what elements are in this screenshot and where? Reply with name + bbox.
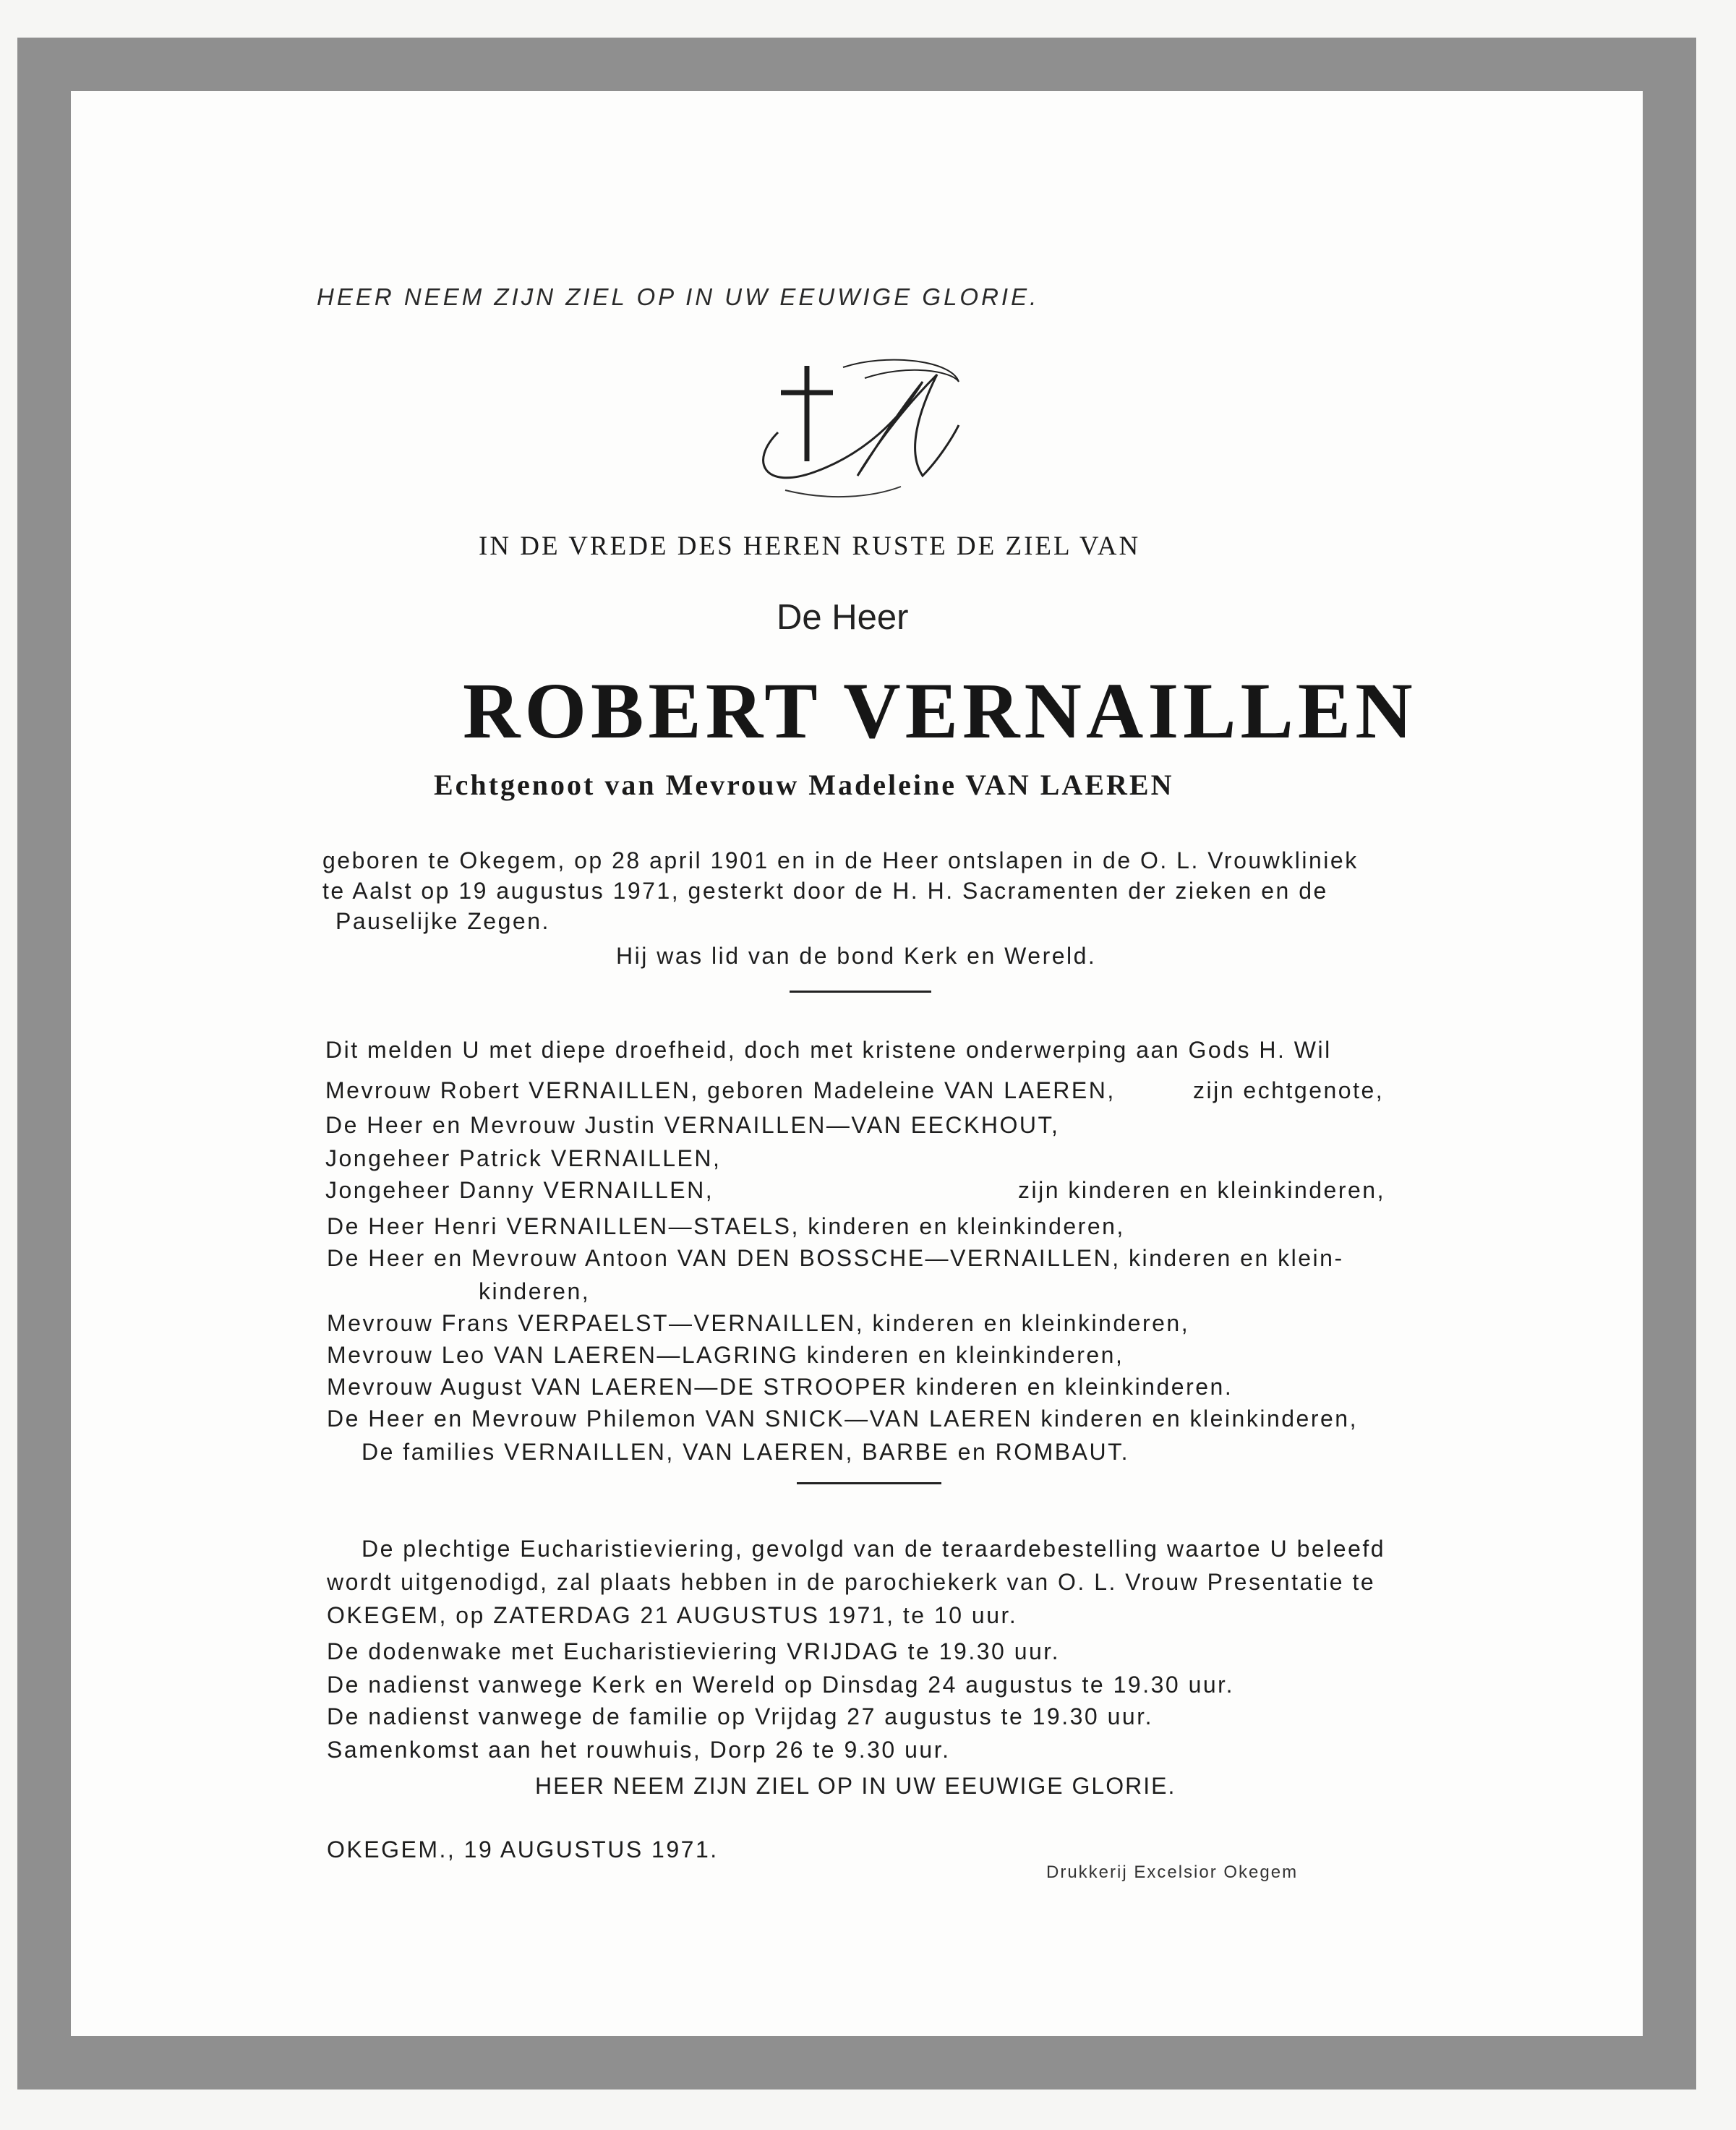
- mourner-line: Mevrouw Robert VERNAILLEN, geboren Madeleine VAN LAEREN,: [325, 1077, 1116, 1103]
- mourner-line: Jongeheer Danny VERNAILLEN,: [325, 1177, 714, 1203]
- mourner-line: De families VERNAILLEN, VAN LAEREN, BARBE en ROMBAUT.: [362, 1439, 1129, 1465]
- ceremony-line: De dodenwake met Eucharistieviering VRIJDAG te 19.30 uur.: [327, 1638, 1061, 1664]
- printer-credit: Drukkerij Excelsior Okegem: [1046, 1862, 1299, 1882]
- mourner-line: kinderen,: [479, 1278, 591, 1304]
- place-date: OKEGEM., 19 AUGUSTUS 1971.: [327, 1836, 719, 1862]
- ceremony-line: Samenkomst aan het rouwhuis, Dorp 26 te 9.30 uur.: [327, 1737, 951, 1763]
- honorific: De Heer: [777, 598, 909, 637]
- deceased-name: ROBERT VERNAILLEN: [463, 667, 1417, 755]
- announcement-line: Dit melden U met diepe droefheid, doch met kristene onderwerping aan Gods H. Wil: [325, 1037, 1332, 1063]
- biography-line: Pauselijke Zegen.: [335, 908, 550, 934]
- top-motto: HEER NEEM ZIJN ZIEL OP IN UW EEUWIGE GLORIE.: [317, 283, 1040, 310]
- divider: [790, 991, 931, 993]
- ceremony-line: De plechtige Eucharistieviering, gevolgd van de teraardebestelling waartoe U beleefd: [362, 1536, 1386, 1562]
- divider: [797, 1482, 941, 1484]
- mourner-line: De Heer en Mevrouw Philemon VAN SNICK—VAN LAEREN kinderen en kleinkinderen,: [327, 1406, 1358, 1432]
- opening-line: IN DE VREDE DES HEREN RUSTE DE ZIEL VAN: [479, 531, 1141, 561]
- biography-line: Hij was lid van de bond Kerk en Wereld.: [616, 943, 1097, 969]
- ceremony-line: OKEGEM, op ZATERDAG 21 AUGUSTUS 1971, te 10 uur.: [327, 1602, 1018, 1628]
- ceremony-line: De nadienst vanwege Kerk en Wereld op Dinsdag 24 augustus te 19.30 uur.: [327, 1672, 1234, 1698]
- mourner-line: De Heer en Mevrouw Justin VERNAILLEN—VAN EECKHOUT,: [325, 1112, 1060, 1138]
- biography-line: geboren te Okegem, op 28 april 1901 en in de Heer ontslapen in de O. L. Vrouwkliniek: [322, 847, 1359, 873]
- mourner-line: De Heer en Mevrouw Antoon VAN DEN BOSSCHE—VERNAILLEN, kinderen en klein-: [327, 1245, 1344, 1271]
- biography-line: te Aalst op 19 augustus 1971, gesterkt door de H. H. Sacramenten der zieken en de: [322, 878, 1328, 904]
- mourner-relation: zijn echtgenote,: [1193, 1077, 1385, 1103]
- mourner-line: Mevrouw Frans VERPAELST—VERNAILLEN, kinderen en kleinkinderen,: [327, 1310, 1190, 1336]
- ceremony-line: wordt uitgenodigd, zal plaats hebben in de parochiekerk van O. L. Vrouw Presentatie te: [327, 1569, 1376, 1595]
- spouse-line: Echtgenoot van Mevrouw Madeleine VAN LAEREN: [434, 769, 1174, 801]
- mourner-line: Mevrouw August VAN LAEREN—DE STROOPER kinderen en kleinkinderen.: [327, 1374, 1233, 1400]
- cross-monogram-icon: [735, 353, 966, 505]
- mourner-line: Mevrouw Leo VAN LAEREN—LAGRING kinderen en kleinkinderen,: [327, 1342, 1124, 1368]
- mourner-line: Jongeheer Patrick VERNAILLEN,: [325, 1145, 722, 1171]
- mourner-line: De Heer Henri VERNAILLEN—STAELS, kinderen en kleinkinderen,: [327, 1213, 1125, 1239]
- ceremony-line: De nadienst vanwege de familie op Vrijdag 27 augustus te 19.30 uur.: [327, 1703, 1153, 1729]
- bottom-motto: HEER NEEM ZIJN ZIEL OP IN UW EEUWIGE GLORIE.: [535, 1773, 1176, 1799]
- mourner-relation: zijn kinderen en kleinkinderen,: [1018, 1177, 1385, 1203]
